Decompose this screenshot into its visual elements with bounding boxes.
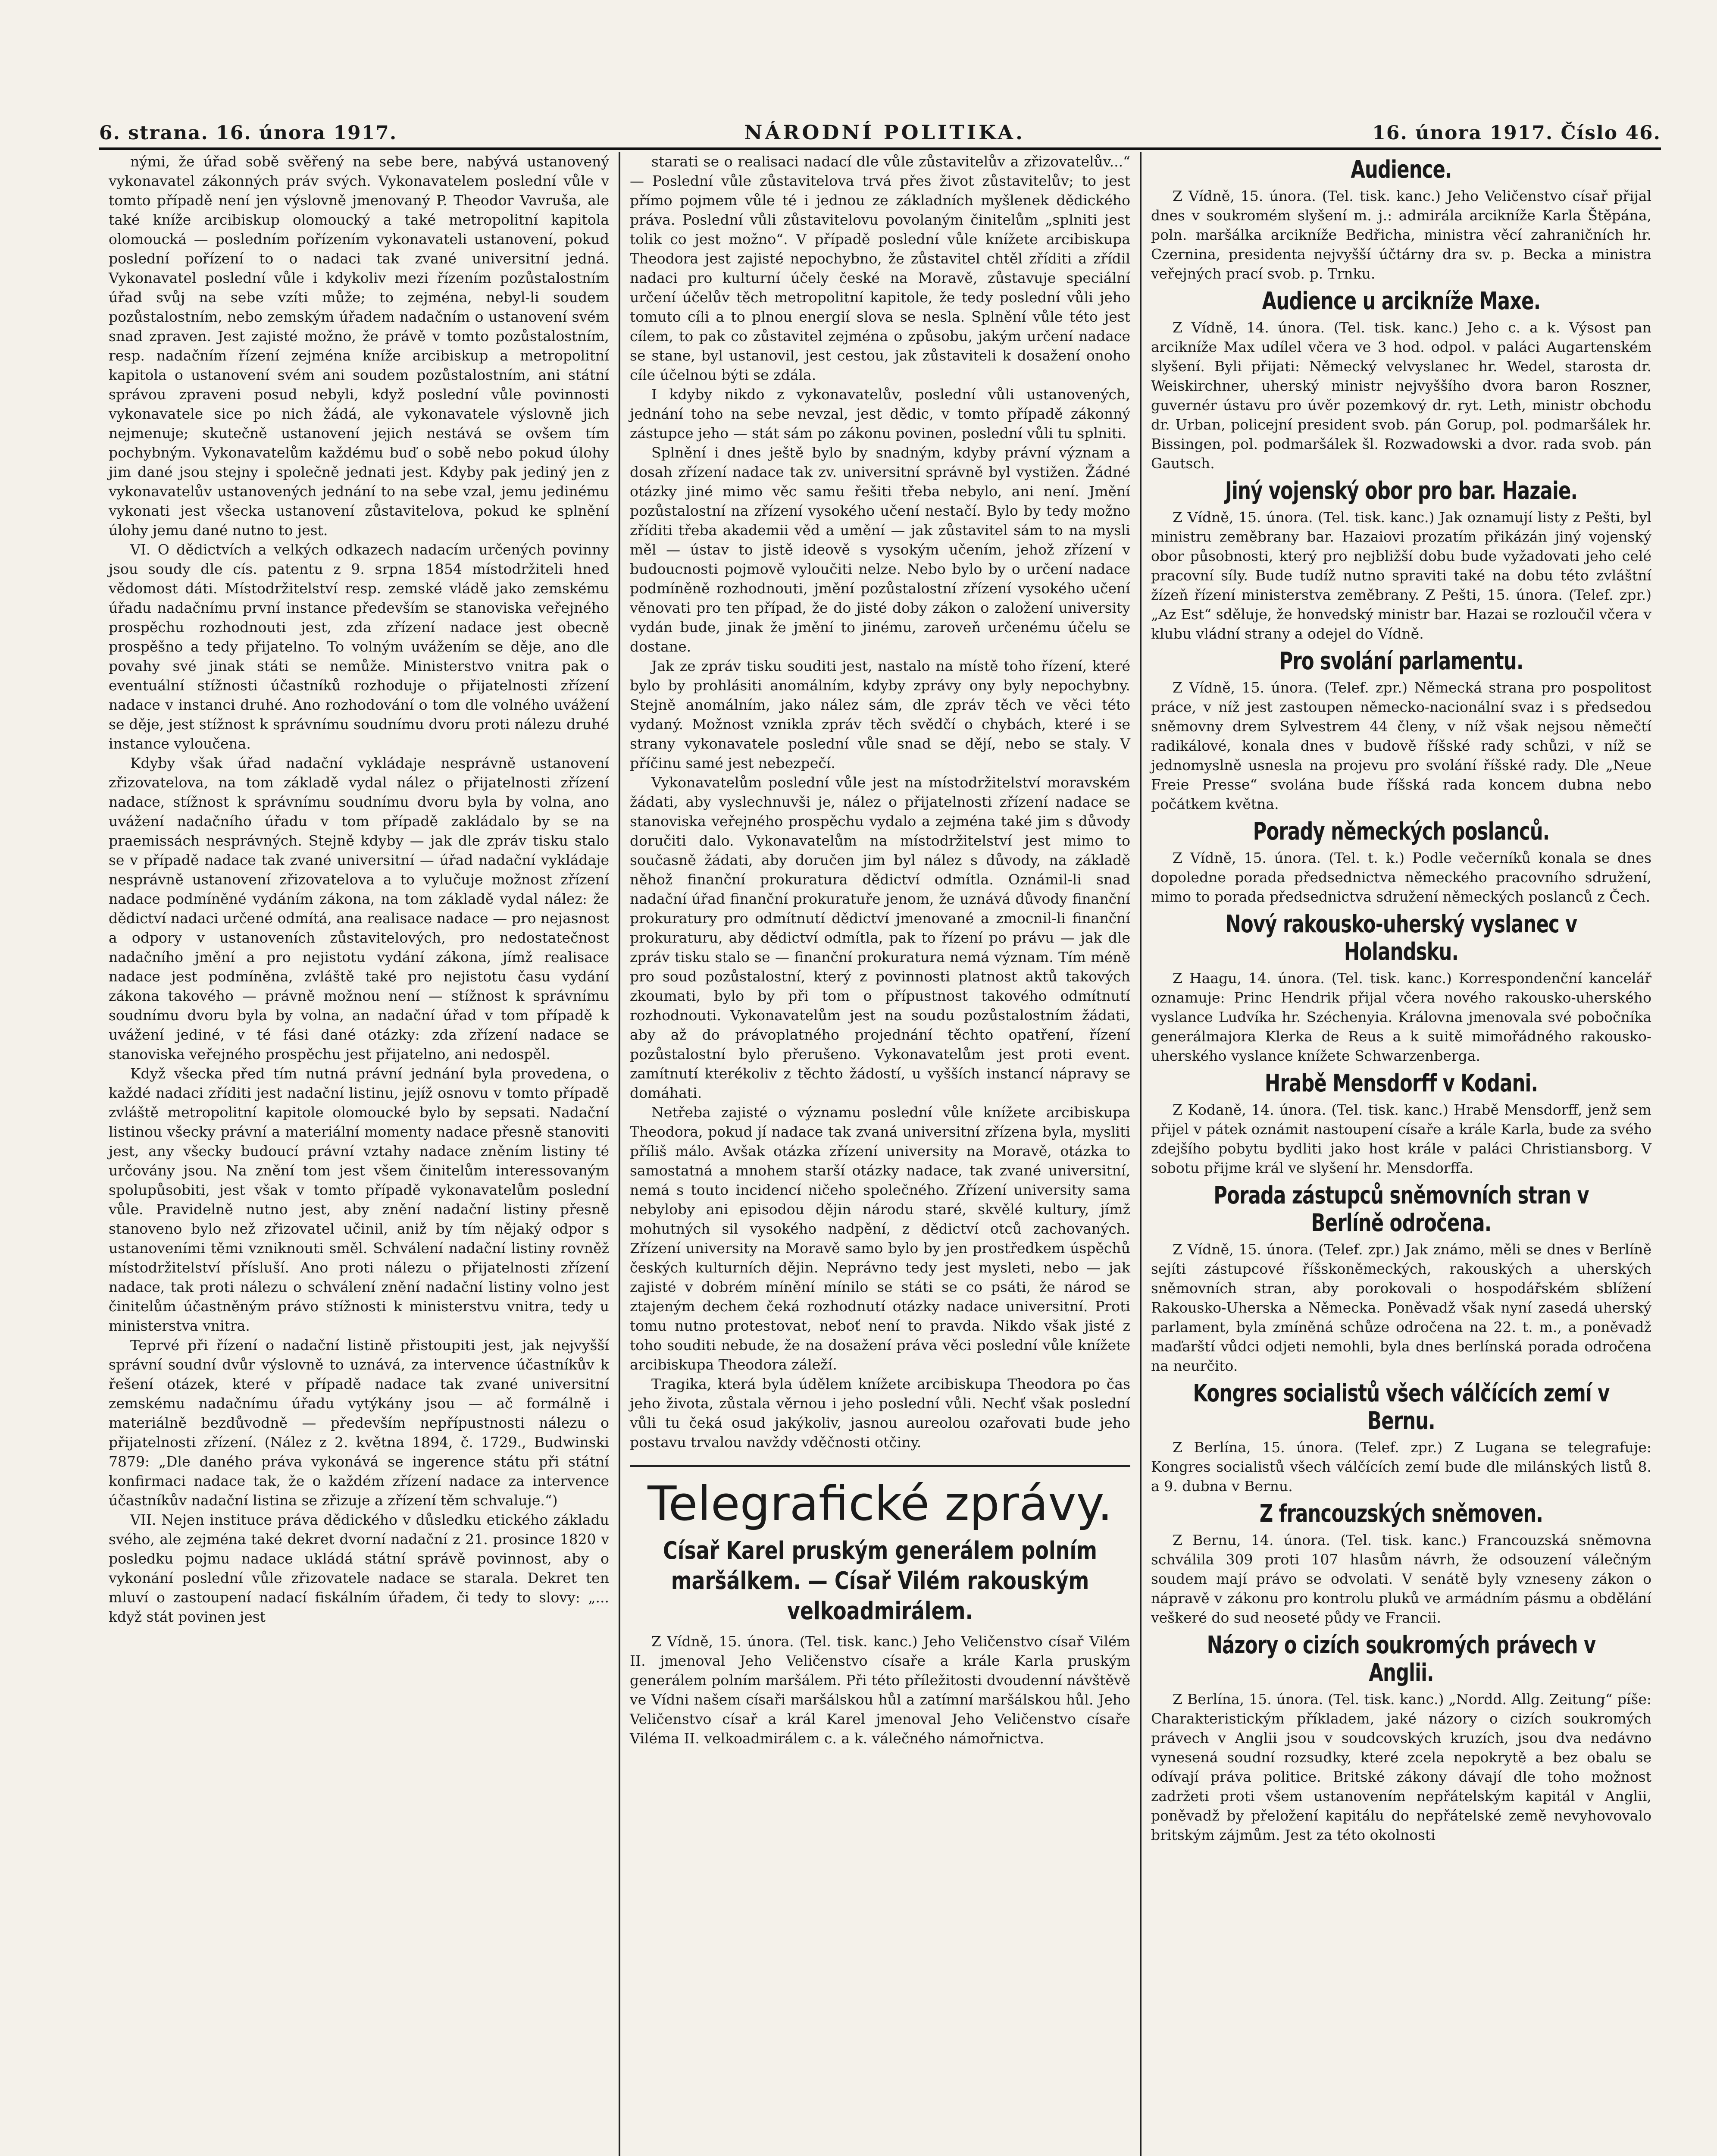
article-paragraph: Splnění i dnes ještě bylo by snadným, kdyby právní význam a dosah zřízení nadace tak zv. universitní správně byl vystižen. Žádné otázky jiné mimo věc samu řešiti třeba nebylo, ani není. Jmění pozůstalostní na zřízení vysokého učení nestačí. Bylo by tedy možno zříditi třeba akademii věd a umění — jak zůstavitel sám to na mysli měl — ústav to jistě ideově s vysokým učením, jehož zřízení v budoucnosti pojmově vyloučiti nelze. Nebo bylo by o určení nadace podmíněně rozhodnouti, jmění pozůstalostní zřízení vysokého učení věnovati pro ten případ, že do jisté doby zákon o založení university vydán bude, jinak že jmění to jinému, zaroveň určenému účelu se dostane. (630, 444, 1130, 655)
telegraph-text: Z Vídně, 15. února. (Tel. tisk. kanc.) Jeho Veličenstvo císař Vilém II. jmenoval Jeho Veličenstvo císaře a krále Karla pruským generálem polním maršálem. Při této příležitosti dvoudenní návštěvě ve Vídni našem císaři maršálskou hůl a zatímní maršálskou hůl. Jeho Veličenstvo císař a král Karel jmenoval Jeho Veličenstvo císaře Viléma II. velkoadmirálem c. a k. válečného námořnictva. (630, 1633, 1130, 1747)
page-header (99, 116, 1661, 150)
news-text: Z Vídně, 15. února. (Tel. tisk. kanc.) Jeho Veličenstvo císař přijal dnes v soukromém slyšení m. j.: admirála arcikníže Karla Štěpána, poln. maršálka arcikníže Bedřicha, ministra věcí zahraničních hr. Czernina, presidenta nejvyšší účtárny dra sv. p. Becka a ministra veřejných prací svob. p. Trnku. (1151, 188, 1651, 282)
news-heading: Porady německých poslanců. (1253, 818, 1550, 846)
column-3 (1140, 152, 1661, 2156)
column-1 (99, 152, 619, 2156)
section-title: Telegrafické zprávy. (630, 1465, 1130, 1532)
news-heading: Z francouzských sněmoven. (1259, 1500, 1543, 1528)
article-paragraph: Netřeba zajisté o významu poslední vůle knížete arcibiskupa Theodora, pokud jí nadace tak zvaná universitní zřízena byla, mysliti příliš málo. Avšak otázka zřízení university na Moravě, otázka to samostatná a mnohem starší otázky nadace, tak zvané universitní, nemá s touto incidencí ničeho společného. Zřízení university sama nebyloby ani episodou dějin národu staré, skvělé kultury, jímž mohutných sil vysokého nadpění, z dědictví otců zachovaných. Zřízení university na Moravě samo bylo by jen prostředkem úspěchů českých kulturních dějin. Neprávno tedy jest mysleti, nebo — jak zajisté v dobrém mínění mínilo se státi se co psáti, že národ se ztajeným dechem čeká rozhodnutí otázky nadace universitní. Proti tomu nutno protestovat, neboť není to pravda. Nikdo však jisté z toho souditi nebude, že na dosažení práva věci poslední vůle knížete arcibiskupa Theodora záleží. (630, 1104, 1130, 1373)
article-paragraph: nými, že úřad sobě svěřený na sebe bere, nabývá ustanovený vykonavatel zákonných práv svých. Vykonavatelem poslední vůle v tomto případě není jen výslovně jmenovaný P. Theodor Vavruša, ale také kníže arcibiskup olomoucký a také metropolitní kapitola olomoucká — posledním pořízením vykonavateli ustanovení, pokud poslední pořízení to o nadaci tak zvané universitní jedná. Vykonavatel poslední vůle i kdykoliv mezi řízením pozůstalostním úřad svůj na sebe vzíti může; to zejména, nebyl-li soudem pozůstalostním, nebo zemským úřadem nadačním o ustanovení svém snad zpraven. Jest zajisté možno, že právě v tomto pozůstalostním, resp. nadačním řízení zejména kníže arcibiskup a metropolitní kapitola o ustanovení svém ani soudem pozůstalostním, ani státní správou zpraveni posud nebyli, když poslední vůle povinnosti vykonavatele sice po nich žádá, ale vykonavatele výslovně jich nejmenuje; skutečně ustanovení jejich nestává se ovšem tím pochybným. Vykonavatelům každému buď o sobě nebo pokud úlohy jim dané jsou stejny i společně jednati jest. Kdyby pak jediný jen z vykonavatelův ustanovených jednání to na sebe vzal, jemu jedinému vykonati jest všecka ustanovení zůstavitelova, pokud ke splnění úlohy jemu dané nutno to jest. (109, 153, 609, 539)
news-heading: Jiný vojenský obor pro bar. Hazaie. (1225, 477, 1578, 505)
article-paragraph: Tragika, která byla údělem knížete arcibiskupa Theodora po čas jeho života, zůstala věrnou i jeho poslední vůli. Nechť však poslední vůli tu čeká osud jakýkoliv, jasnou aureolou ozařovati bude jeho postavu trvalou navždy vděčnosti otčiny. (630, 1376, 1130, 1451)
article-paragraph: Teprvé při řízení o nadační listině přistoupiti jest, jak nejvyšší správní soudní dvůr výslovně to uznává, za intervence účastníkův k řešení otázek, které v případě nadace tak zvané universitní zemskému nadačnímu úřadu vytýkány jsou — ač formálně i materiálně bezdůvodně — především nepřípustnosti nálezu o přijatelnosti zřízení. (Nález z 2. května 1894, č. 1729., Budwinski 7879: „Dle daného práva vykonává se ingerence státu při státní konfirmaci nadace tak, že o každém zřízení nadace za intervence účastníkův nadační listina se zřizuje a zřízení těm schvaluje.“) (109, 1337, 609, 1509)
header-right: 16. února 1917. Číslo 46. (1372, 122, 1661, 144)
article-paragraph: VI. O dědictvích a velkých odkazech nadacím určených povinny jsou soudy dle cís. patentu z 9. srpna 1854 místodržiteli hned vědomost dáti. Místodržitelství resp. zemské vládě jako zemskému úřadu nadačnímu první instance především se stanoviska veřejného prospěchu rozhodnouti jest, zda zřízení nadace jest obecně prospěšno a tedy přijatelno. To volným uvážením se děje, ano dle povahy své jinak státi se nemůže. Ministerstvo vnitra pak o eventuální stížnosti účastníků rozhoduje o přijatelnosti zřízení nadace v instanci druhé. Ano rozhodování o tom dle volného uvážení se děje, jest stížnost k správnímu soudnímu dvoru proti nálezu druhé instance vyloučena. (109, 541, 609, 752)
news-heading: Názory o cizích soukromých právech v Anglii. (1207, 1631, 1596, 1687)
news-text: Z Vídně, 15. února. (Tel. t. k.) Podle večerníků konala se dnes dopoledne porada předsednictva německého pracovního sdružení, mimo to porada předsednictva sdružení německých poslanců z Čech. (1151, 849, 1651, 905)
article-paragraph: starati se o realisaci nadací dle vůle zůstavitelův a zřizovatelův...“ — Poslední vůle zůstavitelova trvá přes život zůstavitelův; to jest přímo pojmem vůle té i jednou ze základních myšlenek dědického práva. Poslední vůli zůstavitelovu povolaným činitelům „splniti jest tolik co jest možno“. V případě poslední vůle knížete arcibiskupa Theodora jest zajisté nepochybno, že zůstavitel chtěl zříditi a zřídil nadaci pro kulturní účely české na Moravě, zůstavuje speciální určení účelův těch metropolitní kapitole, že tedy poslední vůli jeho tomuto cíli a to plnou energií slova se nesla. Splnění vůle této jest cílem, to pak co zůstavitel zejména o způsobu, jakým určení nadace se stane, byl ustanovil, jest cestou, jak zůstaviteli k dosažení onoho cíle účelnou býti se zdála. (630, 153, 1130, 383)
news-text: Z Vídně, 15. února. (Tel. tisk. kanc.) Jak oznamují listy z Pešti, byl ministru zeměbrany bar. Hazaiovi prozatím přikázán jiný vojenský obor působnosti, který pro nejbližší dobu bude vyžadovati jeho celé pracovní síly. Bude tudíž nutno spraviti také na dobu této zvláštní žízeň řízení ministerstva zeměbrany. Z Pešti, 15. února. (Telef. zpr.) „Az Est“ sděluje, že honvedský ministr bar. Hazai se rozloučil včera v klubu vládní strany a odejel do Vídně. (1151, 509, 1651, 642)
news-heading: Nový rakousko-uherský vyslanec v Holandsku. (1225, 910, 1577, 966)
article-paragraph: VII. Nejen instituce práva dědického v důsledku etického základu svého, ale zejména také dekret dvorní nadační z 21. prosince 1820 v posledku pojmu nadace ukládá státní správě povinnost, aby o vykonání poslední vůle zřizovatele nadace se starala. Dekret ten mluví o zastoupení nadací fiskálním úřadem, či tedy to slovy: „... když stát povinen jest (109, 1511, 609, 1625)
news-heading: Audience u arcikníže Maxe. (1262, 287, 1541, 315)
masthead: NÁRODNÍ POLITIKA. (744, 121, 1026, 144)
news-heading: Audience. (1351, 156, 1452, 184)
news-text: Z Berlína, 15. února. (Tel. tisk. kanc.) „Nordd. Allg. Zeitung“ píše: Charakteristickým příkladem, jaké názory o cizích soukromých právech v Anglii jsou v soudcovských kruzích, jsou dva nedávno vynesená soudní rozsudky, které zcela nepokrytě a bez obalu se odívají práva politice. Britské zákony dávají dle toho možnost zadržeti proti všem ustanovením nepřátelským kapitál v Anglii, poněvadž by přeložení kapitálu do nepřátelské země nevyhovovalo britským zájmům. Jest za této okolnosti (1151, 1691, 1651, 1843)
columns (99, 152, 1661, 2156)
telegraph-headline: Císař Karel pruským generálem polním maršálkem. — Císař Vilém rakouským velkoadmirálem. (663, 1537, 1097, 1625)
column-2 (619, 152, 1140, 2156)
news-text: Z Berlína, 15. února. (Telef. zpr.) Z Lugana se telegrafuje: Kongres socialistů všech válčících zemí bude dle milánských listů 8. a 9. dubna v Bernu. (1151, 1439, 1651, 1495)
article-paragraph: Jak ze zpráv tisku souditi jest, nastalo na místě toho řízení, které bylo by prohlásiti anomálním, kdyby zprávy ony byly nepochybny. Stejně anomálním, jako nález sám, dle zpráv těch ve věci této vydaný. Možnost vznikla zpráv těch svědčí o chybách, které i se strany vykonavatele poslední vůle snad se dějí, nebo se staly. V příčinu samé jest nebezpečí. (630, 658, 1130, 771)
news-heading: Kongres socialistů všech válčících zemí v Bernu. (1193, 1379, 1610, 1435)
article-paragraph: I kdyby nikdo z vykonavatelův, poslední vůli ustanovených, jednání toho na sebe nevzal, jest dědic, v tomto případě zákonný zástupce jeho — stát sám po zákonu povinen, poslední vůli tu splniti. (630, 386, 1130, 442)
article-paragraph: Kdyby však úřad nadační vykládaje nesprávně ustanovení zřizovatelova, na tom základě vydal nález o přijatelnosti zřízení nadace, stížnost k správnímu soudnímu dvoru byla by volna, ano uvážení nadačního úřadu v tom případě zakládalo by se na praemissách nesprávných. Stejně kdyby — jak dle zpráv tisku stalo se v případě nadace tak zvané universitní — úřad nadační vykládaje nesprávně ustanovení zřizovatelova a to vylučuje možnost zřízení nadace podmíněné vydáním zákona, na tom základě vydal nález: že dědictví nadaci určené odmítá, ana realisace nadace — pro nejasnost a odpory v ustanoveních zůstavitelových, pro nedostatečnost nadačního jmění a pro nejistotu vydání zákona, jímž realisace nadace jest podmíněna, zvláště také pro nejistotu času vydání zákona takového — právně možnou není — stížnost k správnímu soudnímu dvoru byla by volna, an nadační úřad v tom případě k uvážení jediné, v té fási dané otázky: zda zřízení nadace se stanoviska veřejného prospěchu jest přijatelno, ani nedospěl. (109, 755, 609, 1062)
news-heading: Porada zástupců sněmovních stran v Berlíně odročena. (1213, 1181, 1589, 1237)
news-heading: Hrabě Mensdorff v Kodani. (1264, 1069, 1538, 1097)
article-paragraph: Když všecka před tím nutná právní jednání byla provedena, o každé nadaci zříditi jest nadační listinu, jejíž osnovu v tomto případě zvláště metropolitní kapitole olomoucké bylo by sepsati. Nadační listinou všecky právní a materiální momenty nadace přesně stanoviti jest, any všecky budoucí právní vztahy nadace zněním listiny té určovány jsou. Na znění tom jest všem činitelům interessovaným spolupůsobiti, jest však v tomto případě vykonavatelům poslední vůle. Pravidelně nutno jest, aby znění nadační listiny přesně stanoveno bylo než zřizovatel učinil, aniž by tím nějaký odpor s ustanoveními těmi vzniknouti směl. Schválení nadační listiny rovněž místodržitelství přísluší. Ano proti nálezu o přijatelnosti zřízení nadace, tak proti nálezu o schválení znění nadační listiny volno jest činitelům účastněným právo stížnosti k ministerstvu vnitra, tedy u ministerstva vnitra. (109, 1065, 609, 1334)
news-text: Z Vídně, 15. února. (Telef. zpr.) Německá strana pro pospolitost práce, v níž jest zastoupen německo-nacionální svaz i s předsedou sněmovny drem Sylvestrem 44 členy, v níž však nejsou němečtí radikálové, konala dnes v budově říšské rady schůzi, v níž se jednomyslně usnesla na projevu pro svolání říšské rady. Dle „Neue Freie Presse“ svolána bude říšská rada koncem dubna nebo počátkem května. (1151, 679, 1651, 812)
news-text: Z Bernu, 14. února. (Tel. tisk. kanc.) Francouzská sněmovna schválila 309 proti 107 hlasům návrh, že odsouzení válečným soudem mají právo se odvolati. V senátě byly vzneseny zákon o nápravě v zákonu pro kontrolu pluků ve armádním pásmu a obdělání veškeré do sud neoseté půdy ve Francii. (1151, 1532, 1651, 1626)
header-left: 6. strana. 16. února 1917. (99, 122, 397, 144)
news-heading: Pro svolání parlamentu. (1279, 647, 1523, 675)
news-text: Z Kodaně, 14. února. (Tel. tisk. kanc.) Hrabě Mensdorff, jenž sem přijel v pátek oznámit nastoupení císaře a krále Karla, bude za svého zdejšího pobytu bydliti jako host krále v paláci Christiansborg. V sobotu přijme král ve slyšení hr. Mensdorffa. (1151, 1101, 1651, 1176)
news-text: Z Vídně, 14. února. (Tel. tisk. kanc.) Jeho c. a k. Výsost pan arcikníže Max udílel včera ve 3 hod. odpol. v paláci Augartenském slyšení. Byli přijati: Německý velvyslanec hr. Wedel, starosta dr. Weiskirchner, uherský ministr nejvyššího dvora baron Roszner, guvernér ústavu pro úvěr pozemkový dr. ryt. Leth, ministr obchodu dr. Urban, policejní president svob. pán Gorup, pol. podmaršálek hr. Bissingen, pol. podmaršálek šl. Rozwadowski a dvor. rada svob. pán Gautsch. (1151, 319, 1651, 472)
news-text: Z Vídně, 15. února. (Telef. zpr.) Jak známo, měli se dnes v Berlíně sejíti zástupcové říšskoněmeckých, rakouských a uherských sněmovních stran, aby porokovali o hospodářském sblížení Rakousko-Uherska a Německa. Poněvadž však nyní zasedá uherský parlament, byla zmíněná schůze odročena na 22. t. m., a poněvadž maďarští vůdci odjeti nemohli, byla dnes berlínská porada odročena na neurčito. (1151, 1241, 1651, 1374)
article-paragraph: Vykonavatelům poslední vůle jest na místodržitelství moravském žádati, aby vyslechnuvši je, nález o přijatelnosti zřízení nadace se stanoviska veřejného prospěchu vydalo a zejména také jim s důvody doručiti dalo. Vykonavatelům na místodržitelství jest mimo to současně žádati, aby doručen jim byl nález s důvody, na základě něhož finanční prokuratura dědictví odmítla. Oznámil-li snad nadační úřad finanční prokuratuře jenom, že uznává důvody finanční prokuratury pro odmítnutí dědictví jmenované a zmocnil-li finanční prokuraturu, aby dědictví odmítla, pak to řízení po právu — jak dle zpráv tisku stalo se — finanční prokuratura nemá význam. Tím méně pro soud pozůstalostní, který z povinnosti platnost aktů takových zkoumati, bylo by při tom o přípustnost takového odmítnutí rozhodnouti. Vykonavatelům jest na soudu pozůstalostním žádati, aby až do právoplatného projednání těchto opatření, řízení pozůstalostní bylo přerušeno. Vykonavatelům jest proti event. zamítnutí kterékoliv z těchto žádostí, u vyšších instancí nápravy se domáhati. (630, 774, 1130, 1101)
news-text: Z Haagu, 14. února. (Tel. tisk. kanc.) Korrespondenční kancelář oznamuje: Princ Hendrik přijal včera nového rakousko-uherského vyslance Ludvíka hr. Széchenyia. Královna jmenovala své pobočníka generálmajora Klerka de Reus a k suitě mimořádného rakousko-uherského vyslance knížete Schwarzenberga. (1151, 970, 1651, 1064)
